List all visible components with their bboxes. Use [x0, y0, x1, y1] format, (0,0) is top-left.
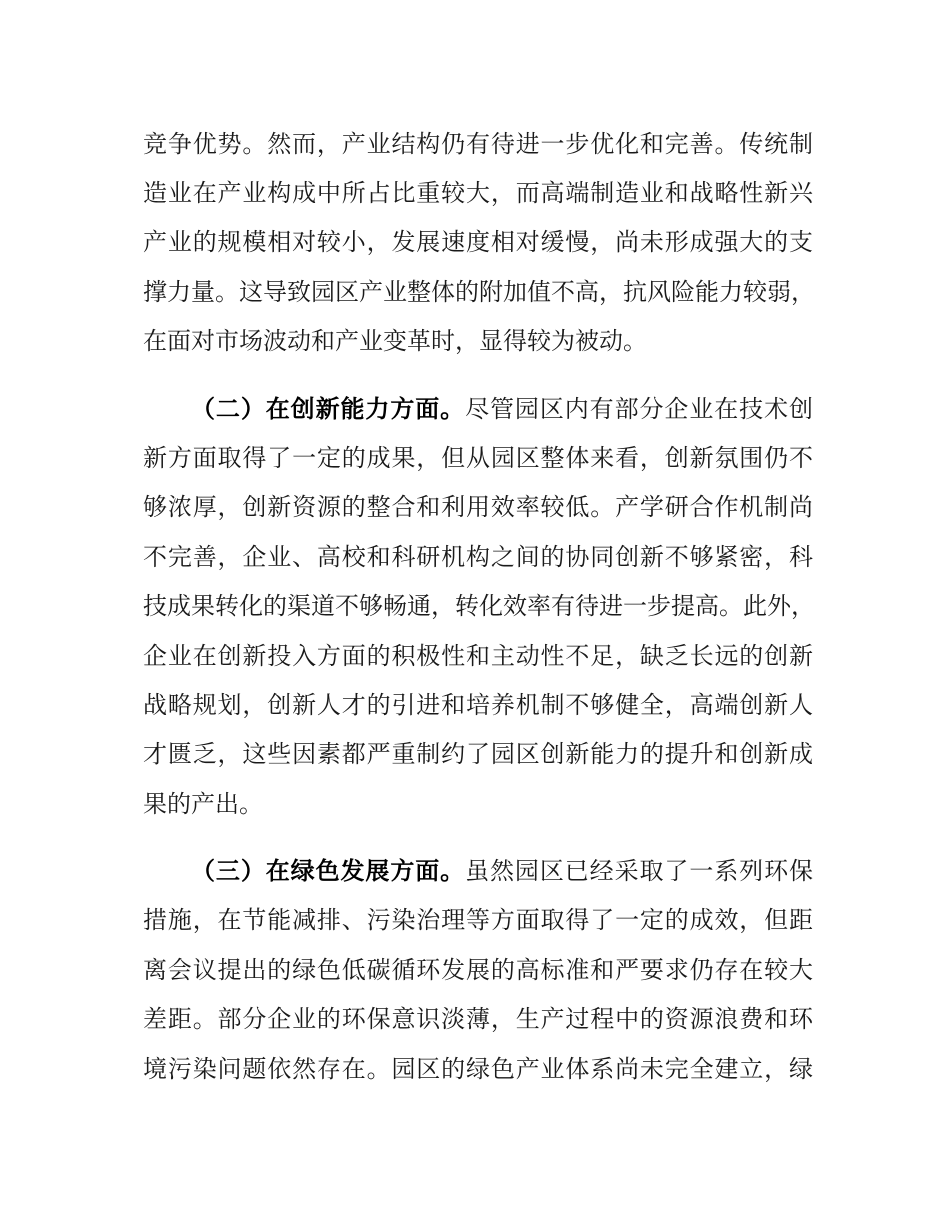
paragraph-2-line-9: 果的产出。: [143, 790, 263, 818]
paragraph-2-line-6: 企业在创新投入方面的积极性和主动性不足，缺乏长远的创新: [143, 642, 813, 670]
paragraph-2-line-4: 不完善，企业、高校和科研机构之间的协同创新不够紧密，科: [143, 543, 813, 571]
paragraph-2-line-8: 才匮乏，这些因素都严重制约了园区创新能力的提升和创新成: [143, 740, 813, 768]
paragraph-3-line-4: 差距。部分企业的环保意识淡薄，生产过程中的资源浪费和环: [143, 1005, 813, 1033]
paragraph-3-line-5: 境污染问题依然存在。园区的绿色产业体系尚未完全建立，绿: [143, 1055, 813, 1083]
paragraph-2-line-3: 够浓厚，创新资源的整合和利用效率较低。产学研合作机制尚: [143, 493, 813, 521]
paragraph-3-line-2: 措施，在节能减排、污染治理等方面取得了一定的成效，但距: [143, 906, 813, 934]
paragraph-3-line-3: 离会议提出的绿色低碳循环发展的高标准和严要求仍存在较大: [143, 956, 813, 984]
paragraph-3-heading: （三）在绿色发展方面。: [191, 857, 466, 885]
paragraph-2-line-7: 战略规划，创新人才的引进和培养机制不够健全，高端创新人: [143, 691, 813, 719]
paragraph-3-first-line-text: 虽然园区已经采取了一系列环保: [465, 857, 814, 885]
paragraph-2-line-1: [191, 389, 813, 429]
paragraph-1-line-2: 造业在产业构成中所占比重较大，而高端制造业和战略性新兴: [143, 179, 813, 207]
paragraph-1-line-5: 在面对市场波动和产业变革时，显得较为被动。: [143, 327, 647, 355]
paragraph-2-line-2: 新方面取得了一定的成果，但从园区整体来看，创新氛围仍不: [143, 444, 813, 472]
paragraph-1-line-1: 竞争优势。然而，产业结构仍有待进一步优化和完善。传统制: [143, 130, 813, 158]
paragraph-2-first-line-text: 尽管园区内有部分企业在技术创: [465, 395, 814, 423]
paragraph-2-line-5: 技成果转化的渠道不够畅通，转化效率有待进一步提高。此外，: [143, 592, 815, 620]
paragraph-1-line-4: 撑力量。这导致园区产业整体的附加值不高，抗风险能力较弱，: [143, 278, 815, 306]
paragraph-1-line-3: 产业的规模相对较小，发展速度相对缓慢，尚未形成强大的支: [143, 228, 813, 256]
paragraph-2-heading: （二）在创新能力方面。: [191, 395, 466, 423]
paragraph-3-line-1: [191, 851, 813, 891]
